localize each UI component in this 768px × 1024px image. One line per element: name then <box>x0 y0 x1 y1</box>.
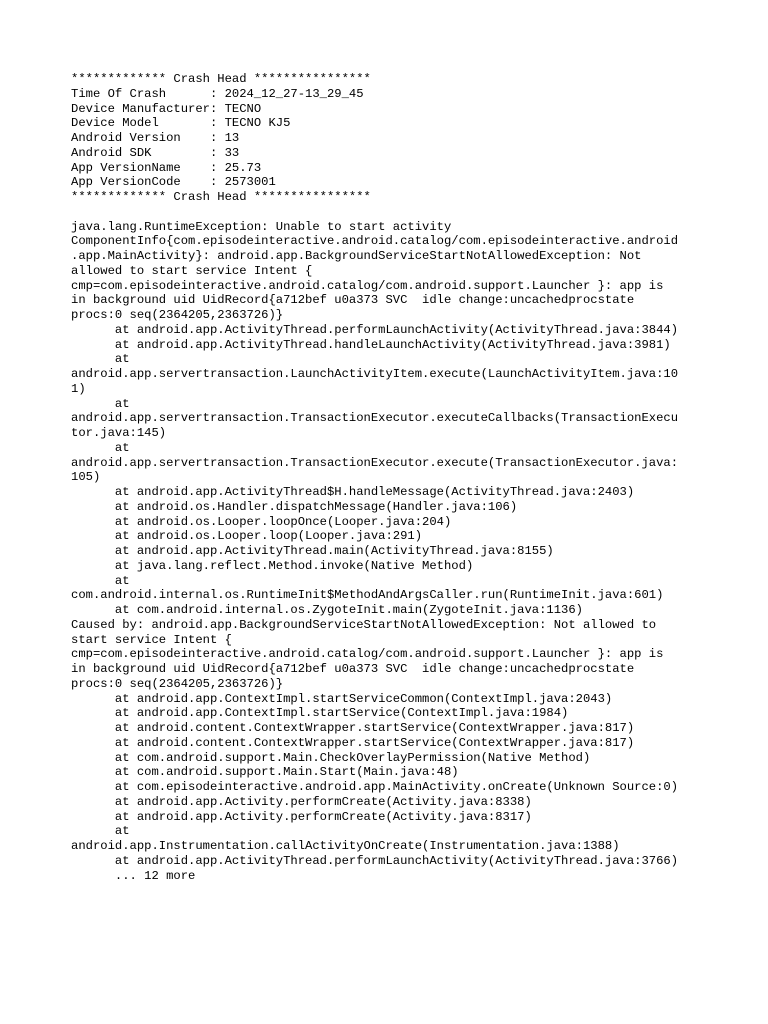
log-line: com.android.internal.os.RuntimeInit$MethodAndArgsCaller.run(RuntimeInit.java:601) <box>71 588 664 603</box>
log-line: at android.app.Activity.performCreate(Activity.java:8338) <box>71 794 532 809</box>
log-line: start service Intent { <box>71 632 232 647</box>
log-line: android.app.Instrumentation.callActivityOnCreate(Instrumentation.java:1388) <box>71 839 620 853</box>
log-line: Android SDK : 33 <box>71 145 240 160</box>
log-line: android.app.servertransaction.TransactionExecutor.executeCallbacks(TransactionExecu <box>71 411 679 426</box>
log-line: at android.os.Handler.dispatchMessage(Handler.java:106) <box>71 499 518 514</box>
log-line: at com.android.internal.os.ZygoteInit.main(ZygoteInit.java:1136) <box>71 603 583 617</box>
log-line: procs:0 seq(2364205,2363726)} <box>71 676 284 691</box>
log-line: at android.app.ActivityThread.performLaunchActivity(ActivityThread.java:3844) <box>71 322 679 337</box>
log-line: ************* Crash Head **************** <box>71 190 371 204</box>
log-line: ************* Crash Head **************** <box>71 72 371 86</box>
log-line: Device Manufacturer: TECNO <box>71 101 262 116</box>
log-line: cmp=com.episodeinteractive.android.catalog/com.android.support.Launcher }: app is <box>71 647 664 662</box>
log-line: at <box>71 352 130 367</box>
log-line: ... 12 more <box>71 868 196 883</box>
log-line: ComponentInfo{com.episodeinteractive.android.catalog/com.episodeinteractive.android <box>71 234 679 249</box>
log-line: in background uid UidRecord{a712bef u0a373 SVC idle change:uncachedprocstate <box>71 662 635 676</box>
log-line: at android.app.ContextImpl.startService(ContextImpl.java:1984) <box>71 706 569 721</box>
log-line: 1) <box>71 381 86 396</box>
log-line: allowed to start service Intent { <box>71 263 313 278</box>
log-line: at com.episodeinteractive.android.app.MainActivity.onCreate(Unknown Source:0) <box>71 780 679 794</box>
log-line: at android.os.Looper.loopOnce(Looper.java:204) <box>71 514 452 529</box>
log-line: Device Model : TECNO KJ5 <box>71 116 291 131</box>
log-line: at android.content.ContextWrapper.startService(ContextWrapper.java:817) <box>71 721 635 735</box>
log-line: android.app.servertransaction.LaunchActivityItem.execute(LaunchActivityItem.java:10 <box>71 367 679 381</box>
log-line: at android.os.Looper.loop(Looper.java:291) <box>71 529 423 544</box>
log-line: App VersionName : 25.73 <box>71 160 262 175</box>
log-line: android.app.servertransaction.TransactionExecutor.execute(TransactionExecutor.java: <box>71 455 679 470</box>
log-line: 105) <box>71 470 101 485</box>
log-line: procs:0 seq(2364205,2363726)} <box>71 308 284 322</box>
crash-log-document <box>71 72 711 883</box>
log-line: at android.app.ActivityThread$H.handleMessage(ActivityThread.java:2403) <box>71 485 635 499</box>
log-line: Time Of Crash : 2024_12_27-13_29_45 <box>71 86 364 101</box>
log-line: at android.app.ActivityThread.main(ActivityThread.java:8155) <box>71 544 554 558</box>
log-line: java.lang.RuntimeException: Unable to start activity <box>71 219 452 234</box>
log-line: at android.app.ActivityThread.performLaunchActivity(ActivityThread.java:3766) <box>71 853 679 868</box>
log-line: at android.app.ActivityThread.handleLaunchActivity(ActivityThread.java:3981) <box>71 337 671 352</box>
log-line: Caused by: android.app.BackgroundServiceStartNotAllowedException: Not allowed to <box>71 617 657 632</box>
log-line: at <box>71 824 130 839</box>
log-line: at android.app.Activity.performCreate(Activity.java:8317) <box>71 809 532 824</box>
log-line: .app.MainActivity}: android.app.BackgroundServiceStartNotAllowedException: Not <box>71 249 642 263</box>
log-line: tor.java:145) <box>71 426 167 440</box>
crash-log-text <box>71 72 711 883</box>
log-line: at com.android.support.Main.Start(Main.java:48) <box>71 765 459 780</box>
log-line: at android.content.ContextWrapper.startService(ContextWrapper.java:817) <box>71 735 635 750</box>
log-line <box>71 205 711 220</box>
log-line: at <box>71 440 130 455</box>
log-line: at <box>71 573 130 588</box>
log-line: at com.android.support.Main.CheckOverlayPermission(Native Method) <box>71 750 591 765</box>
log-line: cmp=com.episodeinteractive.android.catalog/com.android.support.Launcher }: app is <box>71 278 664 293</box>
log-line: at <box>71 396 130 411</box>
log-line: at android.app.ContextImpl.startServiceCommon(ContextImpl.java:2043) <box>71 691 613 706</box>
log-line: Android Version : 13 <box>71 131 240 145</box>
log-line: App VersionCode : 2573001 <box>71 175 276 190</box>
log-line: at java.lang.reflect.Method.invoke(Native Method) <box>71 558 474 573</box>
log-line: in background uid UidRecord{a712bef u0a373 SVC idle change:uncachedprocstate <box>71 293 635 308</box>
